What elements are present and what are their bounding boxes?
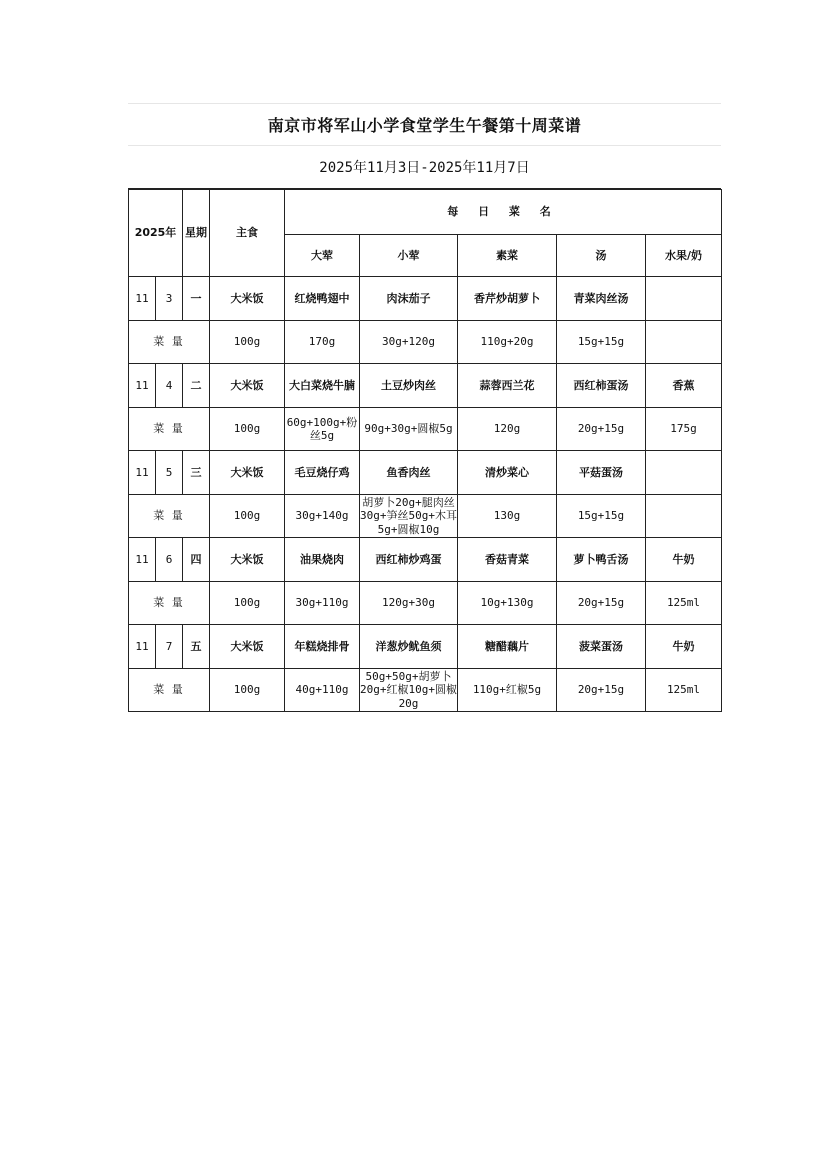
vegetable-cell: 香菇青菜: [458, 538, 557, 582]
big-meat-amount: 60g+100g+粉丝5g: [285, 408, 360, 451]
soup-amount: 20g+15g: [557, 408, 646, 451]
fruit-amount: [646, 321, 722, 364]
dish-row: [129, 538, 722, 582]
month-cell: 11: [129, 625, 156, 669]
fruit-milk-header: 水果/奶: [646, 235, 722, 277]
staple-cell: 大米饭: [210, 277, 285, 321]
vegetable-cell: 香芹炒胡萝卜: [458, 277, 557, 321]
fruit-cell: 牛奶: [646, 625, 722, 669]
dish-row: [129, 625, 722, 669]
small-meat-amount: 120g+30g: [360, 582, 458, 625]
daily-dishes-header: 每 日 菜 名: [285, 190, 722, 235]
vegetable-amount: 120g: [458, 408, 557, 451]
amount-row: [129, 321, 722, 364]
big-meat-cell: 红烧鸭翅中: [285, 277, 360, 321]
big-meat-amount: 170g: [285, 321, 360, 364]
big-meat-amount: 30g+140g: [285, 495, 360, 538]
fruit-amount: 125ml: [646, 582, 722, 625]
vegetable-amount: 130g: [458, 495, 557, 538]
small-meat-amount: 30g+120g: [360, 321, 458, 364]
day-cell: 7: [156, 625, 183, 669]
soup-cell: 青菜肉丝汤: [557, 277, 646, 321]
vegetable-cell: 糖醋藕片: [458, 625, 557, 669]
dish-row: [129, 277, 722, 321]
menu-sheet: [128, 103, 721, 712]
weekday-cell: 二: [183, 364, 210, 408]
fruit-cell: 牛奶: [646, 538, 722, 582]
soup-header: 汤: [557, 235, 646, 277]
amount-row: [129, 582, 722, 625]
page-title: 南京市将军山小学食堂学生午餐第十周菜谱: [128, 103, 721, 146]
amount-label: 菜 量: [129, 408, 210, 451]
staple-amount: 100g: [210, 669, 285, 712]
weekday-cell: 五: [183, 625, 210, 669]
fruit-cell: [646, 277, 722, 321]
small-meat-cell: 西红柿炒鸡蛋: [360, 538, 458, 582]
amount-label: 菜 量: [129, 495, 210, 538]
day-cell: 4: [156, 364, 183, 408]
staple-amount: 100g: [210, 321, 285, 364]
month-cell: 11: [129, 538, 156, 582]
small-meat-cell: 土豆炒肉丝: [360, 364, 458, 408]
amount-row: [129, 408, 722, 451]
soup-amount: 20g+15g: [557, 669, 646, 712]
amount-row: [129, 669, 722, 712]
month-cell: 11: [129, 451, 156, 495]
vegetable-amount: 10g+130g: [458, 582, 557, 625]
vegetable-cell: 蒜蓉西兰花: [458, 364, 557, 408]
staple-header: 主食: [210, 190, 285, 277]
small-meat-header: 小荤: [360, 235, 458, 277]
soup-amount: 15g+15g: [557, 495, 646, 538]
weekday-cell: 四: [183, 538, 210, 582]
small-meat-amount: 胡萝卜20g+腿肉丝30g+笋丝50g+木耳5g+圆椒10g: [360, 496, 457, 536]
staple-amount: 100g: [210, 495, 285, 538]
soup-amount: 15g+15g: [557, 321, 646, 364]
big-meat-cell: 毛豆烧仔鸡: [285, 451, 360, 495]
big-meat-amount: 40g+110g: [285, 669, 360, 712]
vegetable-header: 素菜: [458, 235, 557, 277]
fruit-amount: 125ml: [646, 669, 722, 712]
staple-cell: 大米饭: [210, 538, 285, 582]
day-cell: 6: [156, 538, 183, 582]
small-meat-cell: 肉沫茄子: [360, 277, 458, 321]
weekday-cell: 一: [183, 277, 210, 321]
menu-table: [128, 189, 722, 712]
staple-amount: 100g: [210, 408, 285, 451]
month-cell: 11: [129, 364, 156, 408]
weekday-cell: 三: [183, 451, 210, 495]
staple-cell: 大米饭: [210, 364, 285, 408]
vegetable-amount: 110g+20g: [458, 321, 557, 364]
month-cell: 11: [129, 277, 156, 321]
day-cell: 5: [156, 451, 183, 495]
big-meat-amount: 30g+110g: [285, 582, 360, 625]
soup-amount: 20g+15g: [557, 582, 646, 625]
staple-cell: 大米饭: [210, 625, 285, 669]
staple-amount: 100g: [210, 582, 285, 625]
day-cell: 3: [156, 277, 183, 321]
soup-cell: 萝卜鸭舌汤: [557, 538, 646, 582]
soup-cell: 菠菜蛋汤: [557, 625, 646, 669]
small-meat-amount: 50g+50g+胡萝卜20g+红椒10g+圆椒20g: [360, 670, 457, 710]
fruit-amount: 175g: [646, 408, 722, 451]
small-meat-cell: 鱼香肉丝: [360, 451, 458, 495]
big-meat-cell: 年糕烧排骨: [285, 625, 360, 669]
date-range: 2025年11月3日-2025年11月7日: [128, 146, 721, 189]
staple-cell: 大米饭: [210, 451, 285, 495]
fruit-amount: [646, 495, 722, 538]
dish-row: [129, 364, 722, 408]
amount-label: 菜 量: [129, 582, 210, 625]
big-meat-header: 大荤: [285, 235, 360, 277]
fruit-cell: 香蕉: [646, 364, 722, 408]
weekday-header: 星期: [183, 190, 210, 277]
small-meat-amount: 90g+30g+圆椒5g: [360, 408, 458, 451]
fruit-cell: [646, 451, 722, 495]
vegetable-cell: 清炒菜心: [458, 451, 557, 495]
dish-row: [129, 451, 722, 495]
soup-cell: 西红柿蛋汤: [557, 364, 646, 408]
year-header: 2025年: [129, 190, 183, 277]
vegetable-amount: 110g+红椒5g: [458, 669, 557, 712]
small-meat-cell: 洋葱炒鱿鱼须: [360, 625, 458, 669]
big-meat-cell: 油果烧肉: [285, 538, 360, 582]
big-meat-cell: 大白菜烧牛腩: [285, 364, 360, 408]
amount-label: 菜 量: [129, 669, 210, 712]
soup-cell: 平菇蛋汤: [557, 451, 646, 495]
amount-row: [129, 495, 722, 538]
amount-label: 菜 量: [129, 321, 210, 364]
